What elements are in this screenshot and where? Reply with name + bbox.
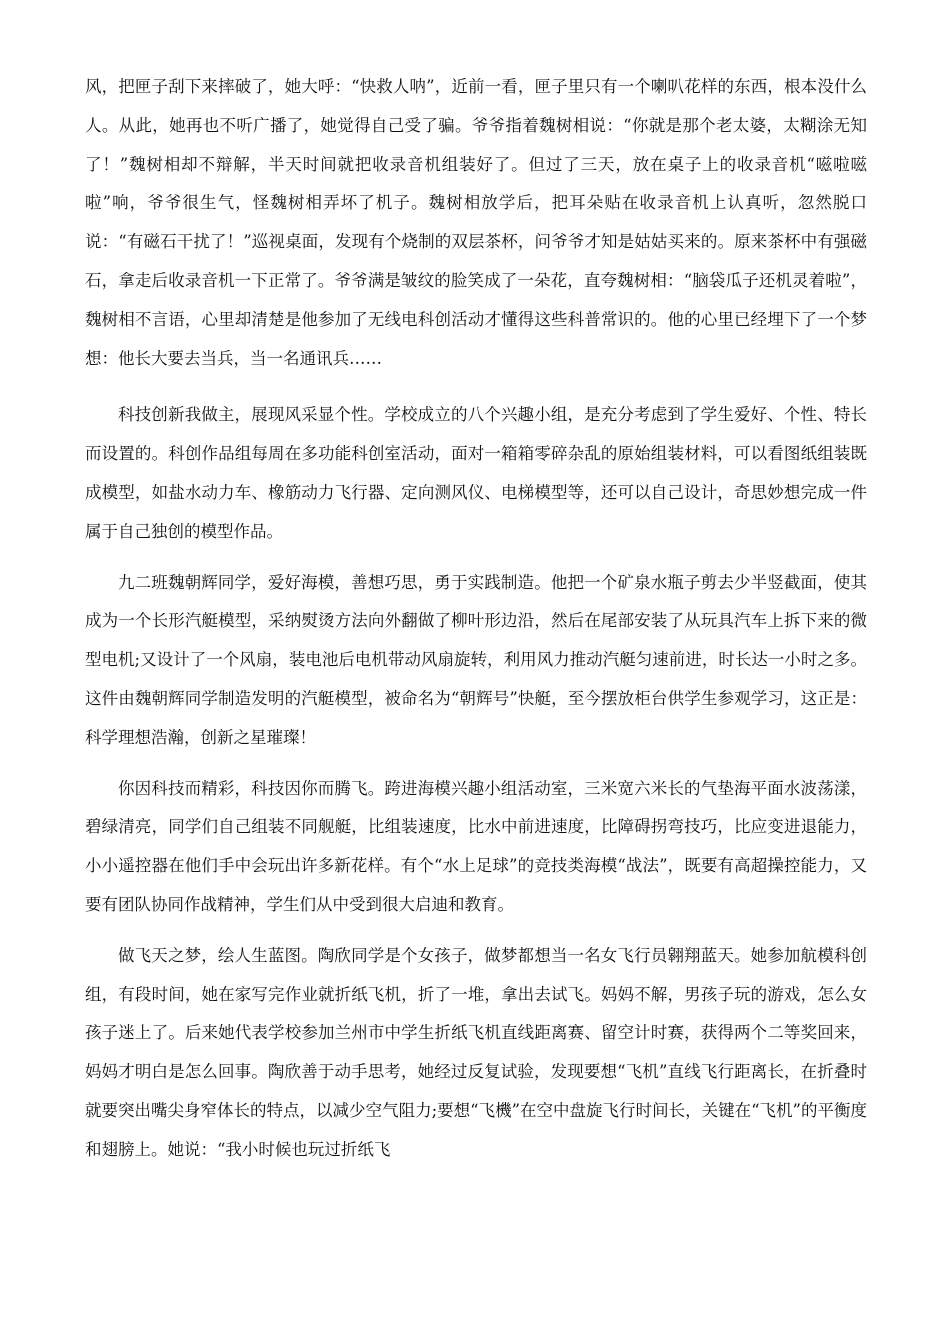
document-body: [85, 68, 867, 1170]
paragraph: 你因科技而精彩，科技因你而腾飞。跨进海模兴趣小组活动室，三米宽六米长的气垫海平面水波荡漾，碧绿清亮，同学们自己组装不同舰艇，比组装速度，比水中前进速度，比障碍拐弯技巧，比应变进退能力，小小遥控器在他们手中会玩出许多新花样。有个“水上足球”的竞技类海模“战法”，既要有高超操控能力，又要有团队协同作战精神，学生们从中受到很大启迪和教育。: [85, 778, 867, 914]
paragraph: 做飞天之梦，绘人生蓝图。陶欣同学是个女孩子，做梦都想当一名女飞行员翱翔蓝天。她参加航模科创组，有段时间，她在家写完作业就折纸飞机，折了一堆，拿出去试飞。妈妈不解，男孩子玩的游戏，怎么女孩子迷上了。后来她代表学校参加兰州市中学生折纸飞机直线距离赛、留空计时赛，获得两个二等奖回来，妈妈才明白是怎么回事。陶欣善于动手思考，她经过反复试验，发现要想“飞机”直线飞行距离长，在折叠时就要突出嘴尖身窄体长的特点，以减少空气阻力;要想“飞機”在空中盘旋飞行时间长，关键在“飞机”的平衡度和翅膀上。她说：“我小时候也玩过折纸飞: [85, 945, 867, 1159]
paragraph: 九二班魏朝辉同学，爱好海模，善想巧思，勇于实践制造。他把一个矿泉水瓶子剪去少半竖截面，使其成为一个长形汽艇模型，采纳熨烫方法向外翻做了柳叶形边沿，然后在尾部安装了从玩具汽车上拆下来的微型电机;又设计了一个风扇，装电池后电机带动风扇旋转，利用风力推动汽艇匀速前进，时长达一小时之多。这件由魏朝辉同学制造发明的汽艇模型，被命名为“朝辉号”快艇，至今摆放柜台供学生参观学习，这正是：科学理想浩瀚，创新之星璀璨！: [85, 572, 867, 747]
paragraph-continued: 风，把匣子刮下来摔破了，她大呼：“快救人呐”，近前一看，匣子里只有一个喇叭花样的东西，根本没什么人。从此，她再也不听广播了，她觉得自己受了骗。爷爷指着魏树相说：“你就是那个老太婆，太糊涂无知了！”魏树相却不辩解，半天时间就把收录音机组装好了。但过了三天，放在桌子上的收录音机“嗞啦嗞啦”响，爷爷很生气，怪魏树相弄坏了机子。魏树相放学后，把耳朵贴在收录音机上认真听，忽然脱口说：“有磁石干扰了！”巡视桌面，发现有个烧制的双层茶杯，问爷爷才知是姑姑买来的。原来茶杯中有强磁石，拿走后收录音机一下正常了。爷爷满是皱纹的脸笑成了一朵花，直夸魏树相：“脑袋瓜子还机灵着啦”，魏树相不言语，心里却清楚是他参加了无线电科创活动才懂得这些科普常识的。他的心里已经埋下了一个梦想：他长大要去当兵，当一名通讯兵……: [85, 77, 867, 368]
paragraph: 科技创新我做主，展现风采显个性。学校成立的八个兴趣小组，是充分考虑到了学生爱好、个性、特长而设置的。科创作品组每周在多功能科创室活动，面对一箱箱零碎杂乱的原始组装材料，可以看图纸组装既成模型，如盐水动力车、橡筋动力飞行器、定向测风仪、电梯模型等，还可以自己设计，奇思妙想完成一件属于自己独创的模型作品。: [85, 405, 867, 541]
